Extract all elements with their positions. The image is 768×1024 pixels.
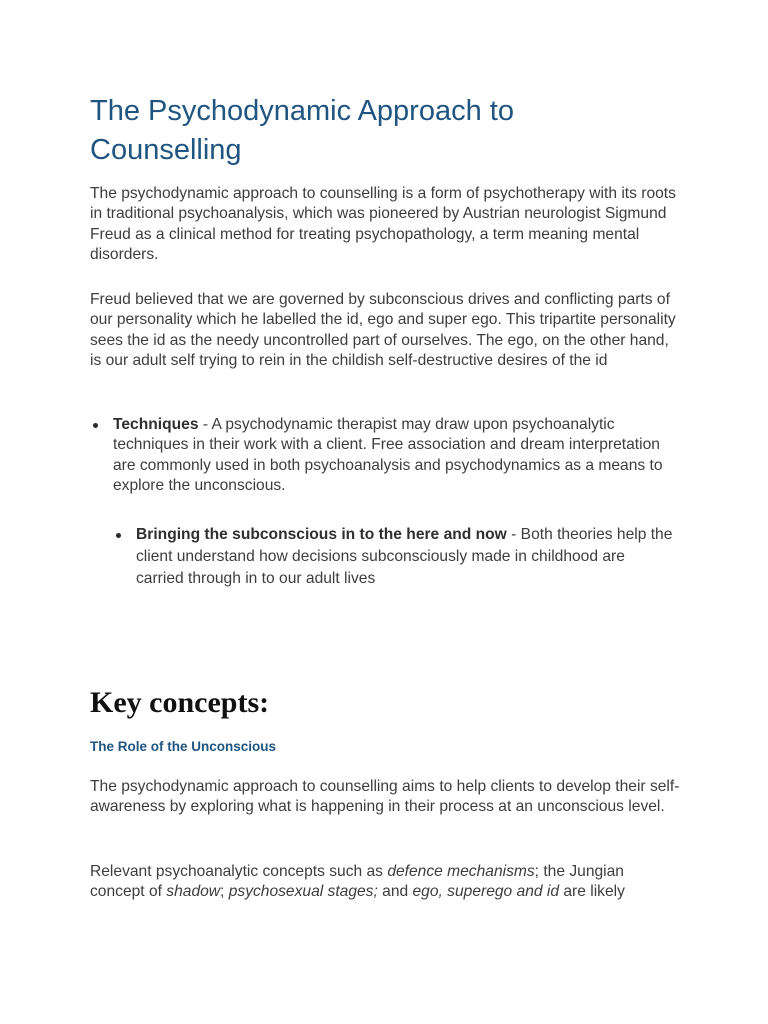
bullet-text: - A psychodynamic therapist may draw upon psychoanalytic techniques in their work with a client. Free association and dream interpretation are commonly used in both psychoanalysis and psychodynamics as a means to explore the unconscious.	[113, 416, 663, 494]
bullet-text: - Both theories help the client understand how decisions subconsciously made in childhood are carried through in to our adult lives	[136, 526, 673, 587]
bullet-icon	[116, 533, 121, 538]
concepts-text-2: ; the Jungian concept of	[90, 863, 624, 901]
bullet-term: Techniques	[113, 416, 199, 433]
concepts-text-3: ;	[220, 883, 229, 901]
concepts-text-1: Relevant psychoanalytic concepts such as	[90, 863, 388, 880]
concepts-term-ego: ego, superego and id	[412, 883, 560, 901]
concepts-text-5: are likely	[559, 883, 625, 901]
concepts-paragraph	[90, 862, 680, 903]
concepts-text-4: and	[377, 883, 413, 901]
bullet-term: Bringing the subconscious in to the here and now	[136, 526, 507, 543]
concepts-term-defence: defence mechanisms	[387, 863, 535, 880]
subheading: The Role of the Unconscious	[90, 739, 277, 754]
section-heading: Key concepts:	[90, 686, 270, 719]
concepts-term-shadow: shadow	[166, 883, 221, 901]
page-title: The Psychodynamic Approach to Counselling	[90, 95, 514, 166]
bullet-icon	[93, 423, 98, 428]
list-item	[113, 415, 673, 496]
intro-paragraph: The psychodynamic approach to counselling is a form of psychotherapy with its roots in traditional psychoanalysis, which was pioneered by Austrian neurologist Sigmund Freud as a clinical method for treating psychopathology, a term meaning mental disorders.	[90, 185, 676, 263]
freud-paragraph: Freud believed that we are governed by subconscious drives and conflicting parts of our personality which he labelled the id, ego and super ego. This tripartite personality sees the id as the needy uncontrolled part of ourselves. The ego, on the other hand, is our adult self trying to rein in the childish self-destructive desires of the id	[90, 291, 676, 369]
concepts-term-stages: psychosexual stages;	[228, 883, 378, 901]
unconscious-paragraph: The psychodynamic approach to counselling aims to help clients to develop their self-awareness by exploring what is happening in their process at an unconscious level.	[90, 778, 680, 816]
list-item	[136, 524, 676, 589]
